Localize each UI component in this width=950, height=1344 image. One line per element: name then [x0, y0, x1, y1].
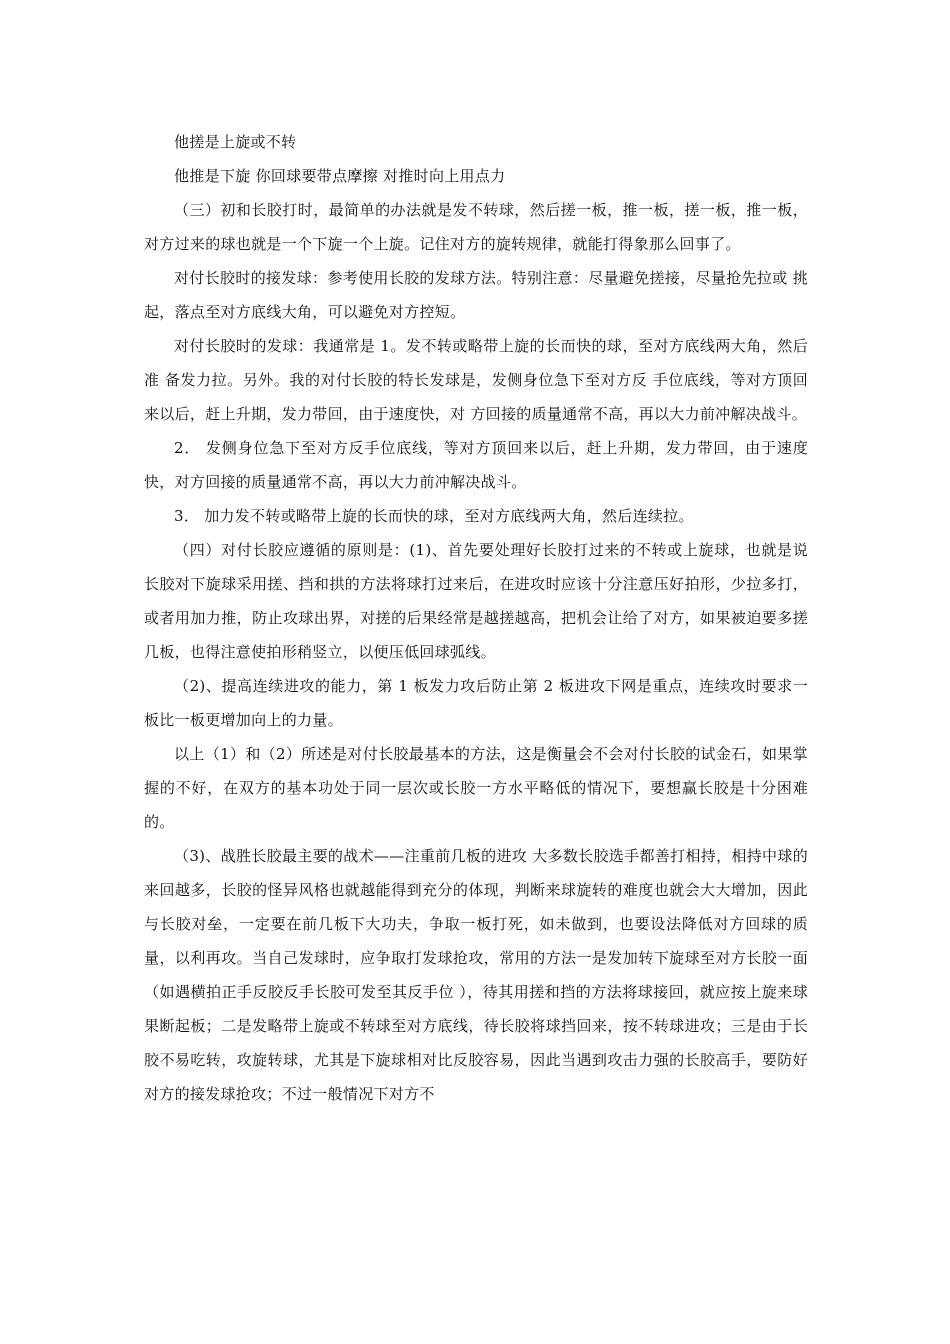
paragraph-11: （3)、战胜长胶最主要的战术——注重前几板的进攻 大多数长胶选手都善打相持，相持中球的来回越多，长胶的怪异风格也就越能得到充分的体现，判断来球旋转的难度也就会大大增加，因此与长胶对垒，一定要在前几板下大功夫，争取一板打死，如未做到，也要设法降低对方回球的质量，以利再攻。当自己发球时，应争取打发球抢攻，常用的方法一是发加转下旋球至对方长胶一面（如遇横拍正手反胶反手长胶可发至其反手位 ），待其用搓和挡的方法将球接回，就应按上旋来球果断起板；二是发略带上旋或不转球至对方底线，待长胶将球挡回来，按不转球进攻；三是由于长胶不易吃转，攻旋转球，尤其是下旋球相对比反胶容易，因此当遇到攻击力强的长胶高手，要防好对方的接发球抢攻；不过一般情况下对方不: [144, 847, 808, 1103]
paragraph-10: 以上（1）和（2）所述是对付长胶最基本的方法，这是衡量会不会对付长胶的试金石，如果掌握的不好，在双方的基本功处于同一层次或长胶一方水平略低的情况下，要想赢长胶是十分困难的。: [144, 745, 808, 831]
paragraph-5: 对付长胶时的发球：我通常是 1。发不转或略带上旋的长而快的球，至对方底线两大角，然后准 备发力拉。另外。我的对付长胶的特长发球是，发侧身位急下至对方反 手位底线，等对方顶回来以后，赶上升期，发力带回，由于速度快，对 方回接的质量通常不高，再以大力前冲解决战斗。: [144, 337, 808, 423]
paragraph-2: 他推是下旋 你回球要带点摩擦 对推时向上用点力: [174, 167, 506, 185]
paragraph-4: 对付长胶时的接发球：参考使用长胶的发球方法。特别注意：尽量避免搓接，尽量抢先拉或 挑起，落点至对方底线大角，可以避免对方控短。: [144, 269, 808, 321]
paragraph-9: （2)、提高连续进攻的能力，第 1 板发力攻后防止第 2 板进攻下网是重点，连续攻时要求一板比一板更增加向上的力量。: [144, 677, 808, 729]
document-body: [144, 125, 808, 1111]
paragraph-3: （三）初和长胶打时，最简单的办法就是发不转球，然后搓一板，推一板，搓一板，推一板，对方过来的球也就是一个下旋一个上旋。记住对方的旋转规律，就能打得象那么回事了。: [144, 201, 808, 253]
paragraph-8: （四）对付长胶应遵循的原则是：(1)、首先要处理好长胶打过来的不转或上旋球，也就是说长胶对下旋球采用搓、挡和拱的方法将球打过来后，在进攻时应该十分注意压好拍形，少拉多打，或者用加力推，防止攻球出界，对搓的后果经常是越搓越高，把机会让给了对方，如果被迫要多搓几板，也得注意使拍形稍竖立，以便压低回球弧线。: [144, 541, 808, 661]
paragraph-1: 他搓是上旋或不转: [174, 133, 297, 151]
paragraph-7: 3． 加力发不转或略带上旋的长而快的球，至对方底线两大角，然后连续拉。: [174, 507, 694, 525]
paragraph-6: 2． 发侧身位急下至对方反手位底线，等对方顶回来以后，赶上升期，发力带回，由于速度快，对方回接的质量通常不高，再以大力前冲解决战斗。: [144, 439, 808, 491]
